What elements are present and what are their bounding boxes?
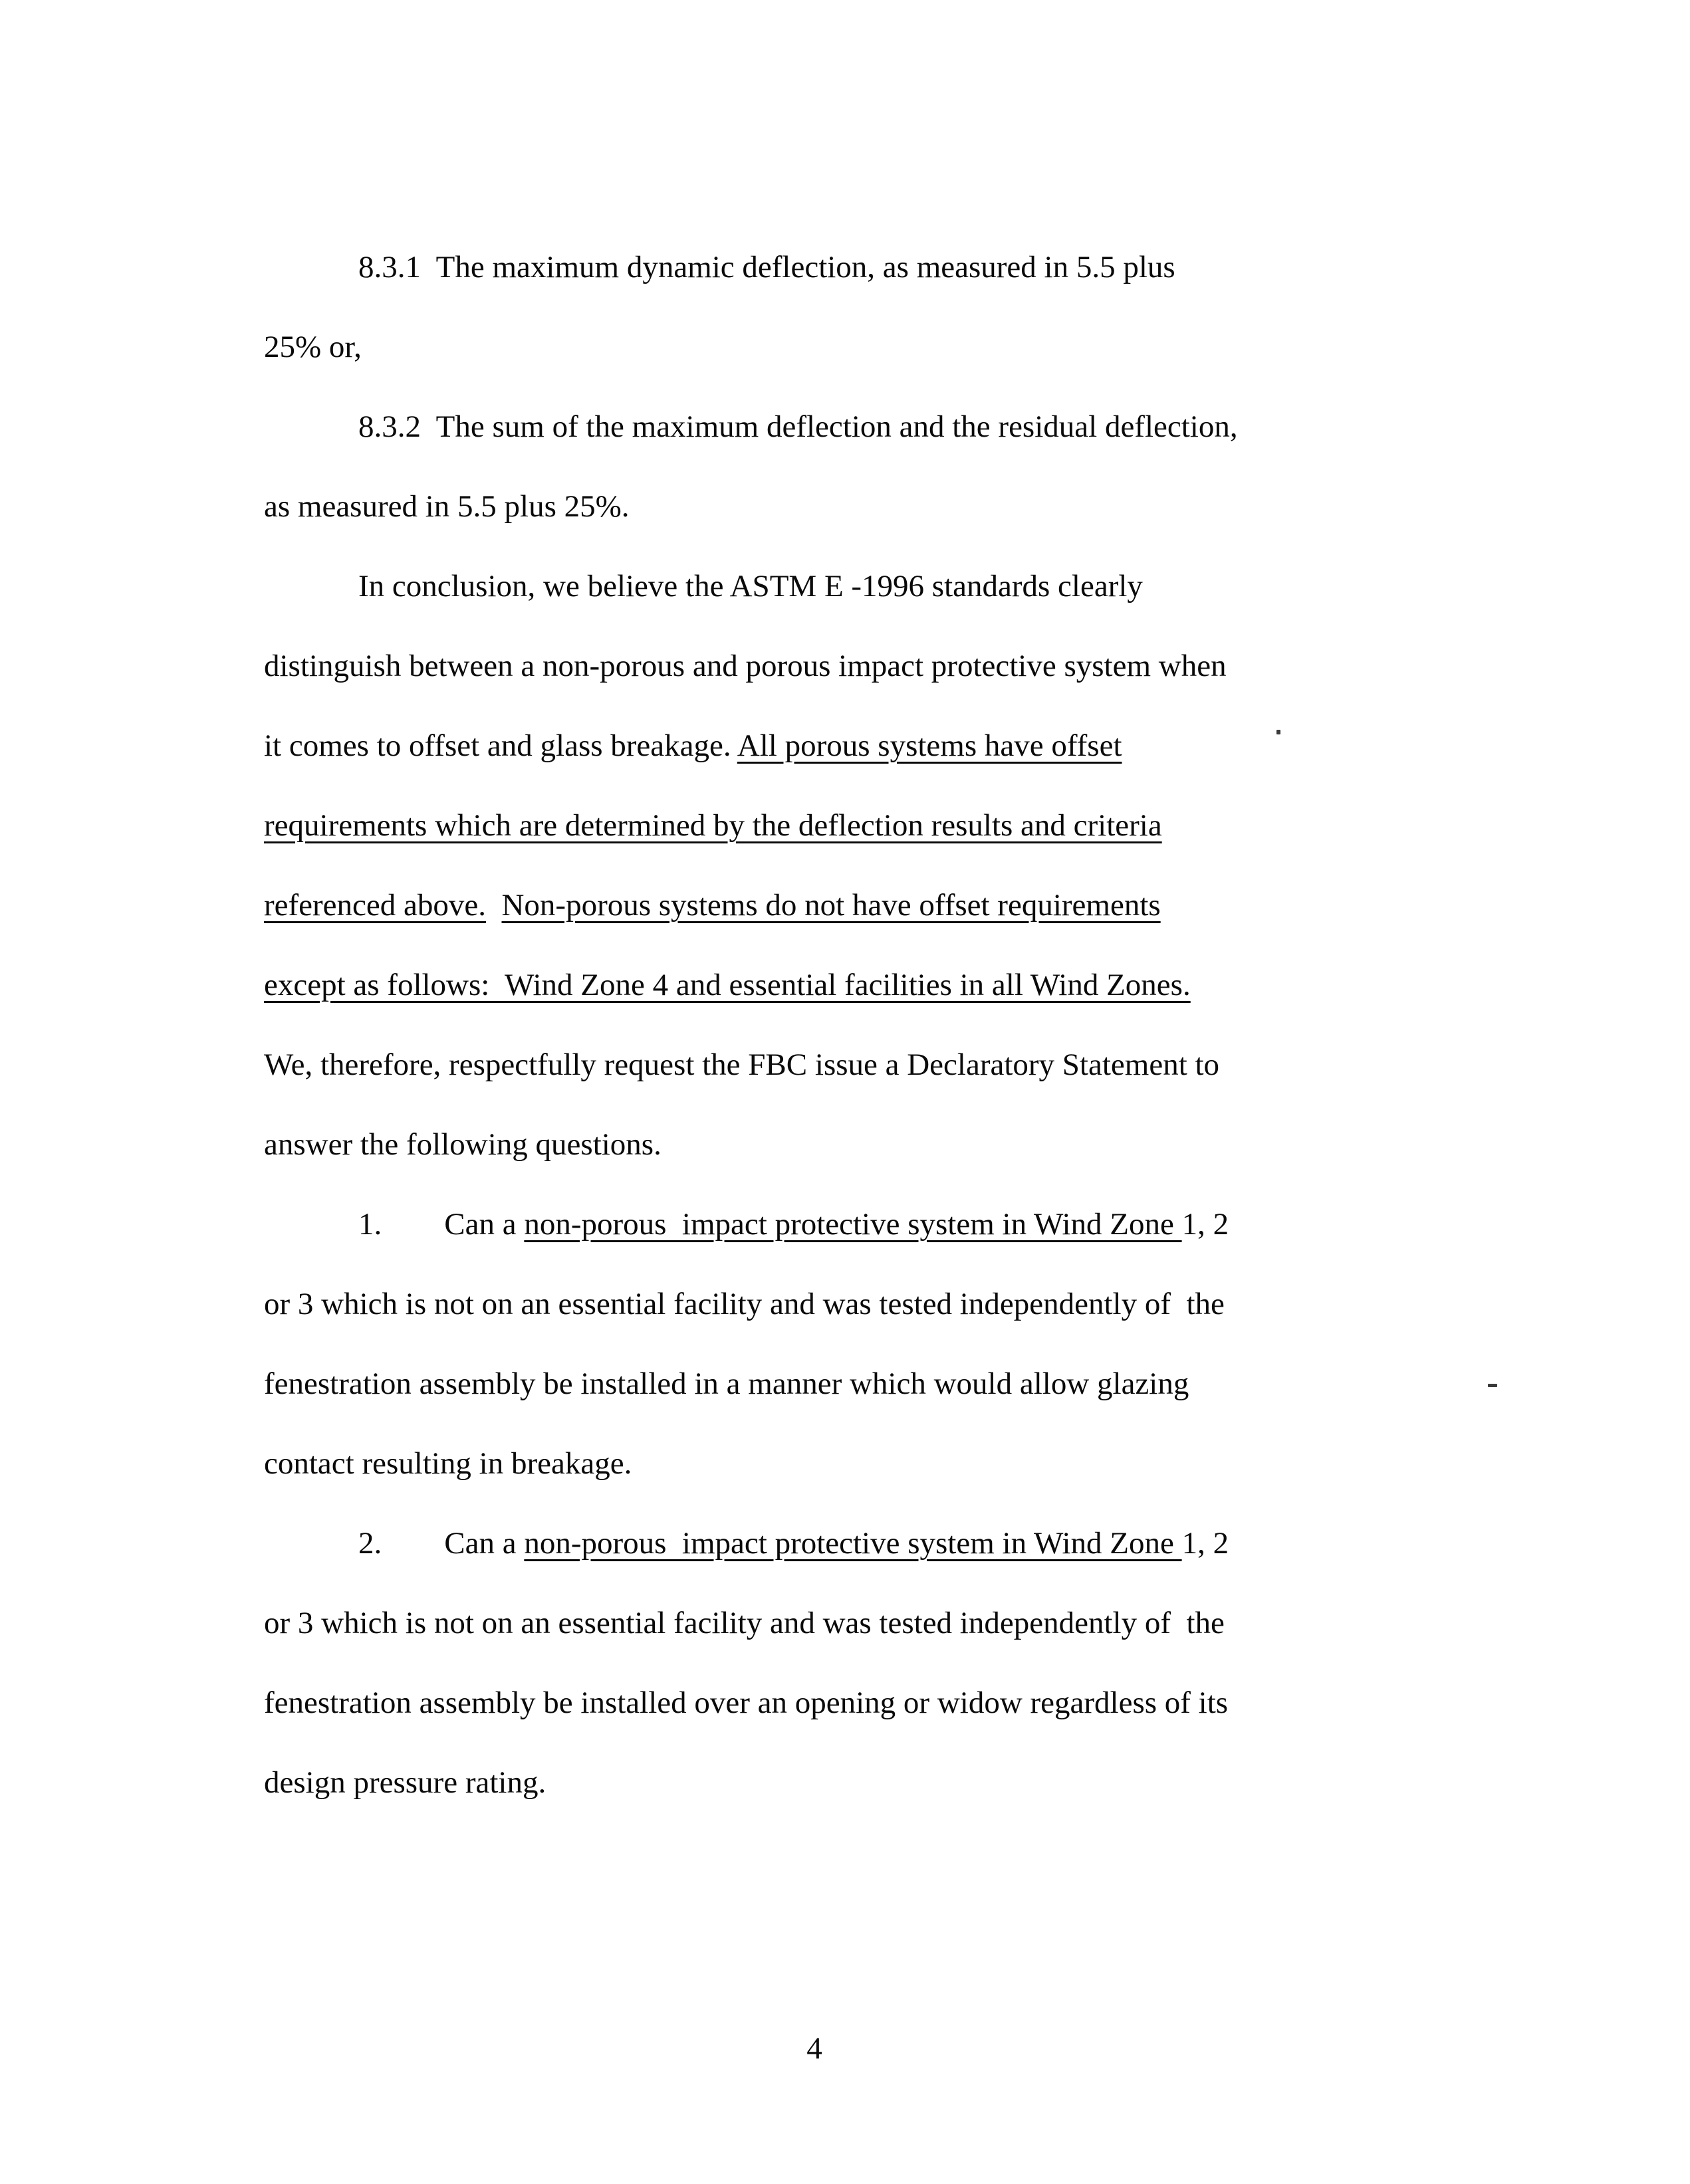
page-number: 4 bbox=[806, 2031, 822, 2066]
text-run: 1. Can a bbox=[358, 1207, 525, 1242]
text-run: as measured in 5.5 plus 25%. bbox=[264, 489, 630, 524]
text-line bbox=[264, 1025, 1487, 1105]
text-run: answer the following questions. bbox=[264, 1127, 662, 1162]
text-run bbox=[486, 888, 502, 923]
text-run: it comes to offset and glass breakage. bbox=[264, 728, 737, 763]
text-run: In conclusion, we believe the ASTM E -1996 standards clearly bbox=[358, 569, 1143, 603]
text-run: or 3 which is not on an essential facility and was tested independently of the bbox=[264, 1287, 1225, 1321]
text-line bbox=[264, 945, 1487, 1025]
text-line bbox=[264, 1663, 1487, 1743]
scan-artifact-dot bbox=[1276, 730, 1280, 734]
text-run: 1, 2 bbox=[1181, 1207, 1229, 1242]
underlined-text-run: referenced above. bbox=[264, 888, 486, 923]
text-line bbox=[264, 307, 1487, 387]
underlined-text-run: non-porous impact protective system in Wind Zone bbox=[524, 1526, 1182, 1561]
text-line bbox=[264, 865, 1487, 945]
text-run: distinguish between a non-porous and porous impact protective system when bbox=[264, 649, 1227, 683]
text-run: or 3 which is not on an essential facility and was tested independently of the bbox=[264, 1606, 1225, 1640]
text-line bbox=[264, 1344, 1487, 1424]
text-run: design pressure rating. bbox=[264, 1765, 546, 1800]
text-line bbox=[264, 387, 1487, 467]
text-line bbox=[264, 227, 1487, 307]
text-run: 1, 2 bbox=[1181, 1526, 1229, 1561]
text-run: fenestration assembly be installed in a manner which would allow glazing bbox=[264, 1366, 1189, 1401]
scan-artifact-dash bbox=[1488, 1384, 1497, 1387]
text-line bbox=[264, 626, 1487, 706]
underlined-text-run: requirements which are determined by the deflection results and criteria bbox=[264, 808, 1162, 843]
text-line bbox=[264, 786, 1487, 865]
text-line bbox=[264, 1424, 1487, 1503]
text-line bbox=[264, 1264, 1487, 1344]
text-run: fenestration assembly be installed over an opening or widow regardless of its bbox=[264, 1686, 1229, 1720]
text-line bbox=[264, 1105, 1487, 1184]
text-run: 8.3.1 The maximum dynamic deflection, as measured in 5.5 plus bbox=[358, 250, 1175, 284]
text-line bbox=[264, 1743, 1487, 1822]
text-run: 8.3.2 The sum of the maximum deflection and the residual deflection, bbox=[358, 409, 1238, 444]
text-run: contact resulting in breakage. bbox=[264, 1446, 632, 1481]
text-line bbox=[264, 467, 1487, 546]
underlined-text-run: non-porous impact protective system in Wind Zone bbox=[524, 1207, 1182, 1242]
text-line bbox=[264, 1184, 1487, 1264]
underlined-text-run: except as follows: Wind Zone 4 and essential facilities in all Wind Zones. bbox=[264, 968, 1191, 1002]
underlined-text-run: All porous systems have offset bbox=[737, 728, 1122, 763]
document-body bbox=[264, 227, 1487, 1822]
text-line bbox=[264, 1503, 1487, 1583]
text-run: 2. Can a bbox=[358, 1526, 525, 1561]
text-line bbox=[264, 706, 1487, 786]
text-line bbox=[264, 1583, 1487, 1663]
text-run: We, therefore, respectfully request the FBC issue a Declaratory Statement to bbox=[264, 1047, 1220, 1082]
text-run: 25% or, bbox=[264, 330, 362, 364]
underlined-text-run: Non-porous systems do not have offset requirements bbox=[501, 888, 1161, 923]
text-line bbox=[264, 546, 1487, 626]
